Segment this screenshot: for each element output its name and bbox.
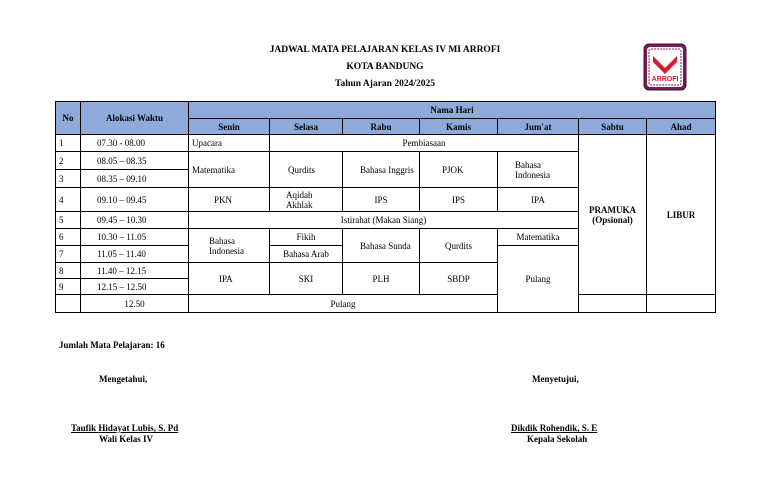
row-no: 3 [56,170,81,188]
row-time: 08.05 – 08.35 [81,152,189,170]
row-time: 10.30 – 11.05 [81,229,189,246]
schedule-table [55,101,716,313]
cell-bahasa-arab: Bahasa Arab [270,246,343,263]
cell-libur: LIBUR [647,135,716,295]
cell-istirahat: Istirahat (Makan Siang) [189,212,579,229]
cell-ips: IPS [343,188,420,212]
school-logo [643,43,687,91]
day-sabtu: Sabtu [579,119,647,135]
row-time: 09.45 – 10.30 [81,212,189,229]
row-no: 2 [56,152,81,170]
cell-pkn: PKN [189,188,270,212]
wali-kelas-name: Taufik Hidayat Lubis, S. Pd [71,423,179,433]
cell-fikih: Fikih [270,229,343,246]
cell-pulang-jumat: Pulang [498,246,579,313]
cell-upacara: Upacara [189,135,270,152]
header-no: No [56,102,81,135]
cell-pramuka [579,135,647,295]
cell-aqidah: Aqidah Akhlak [270,188,343,212]
cell-bahasa-sunda: Bahasa Sunda [343,229,420,263]
row-time: 11.05 – 11.40 [81,246,189,263]
cell-bahasa-indonesia: Bahasa Indonesia [189,229,270,263]
cell-plh: PLH [343,263,420,295]
cell-empty [579,295,647,313]
row-no: 4 [56,188,81,212]
menyetujui-label: Menyetujui, [532,374,579,384]
cell-matematika: Matematika [189,152,270,188]
row-time: 11.40 – 12.15 [81,263,189,279]
day-rabu: Rabu [343,119,420,135]
kepala-sekolah-role: Kepala Sekolah [527,434,588,444]
row-time: 09.10 – 09.45 [81,188,189,212]
doc-title: JADWAL MATA PELAJARAN KELAS IV MI ARROFI [269,45,501,55]
row-time: 08.35 – 09.10 [81,170,189,188]
pramuka-label: PRAMUKA [589,204,636,215]
cell-matematika: Matematika [498,229,579,246]
day-senin: Senin [189,119,270,135]
cell-ski: SKI [270,263,343,295]
row-no-empty [56,295,81,313]
row-time: 07.30 - 08.00 [81,135,189,152]
cell-bahasa-inggris: Bahasa Inggris [343,152,420,188]
cell-ipa: IPA [498,188,579,212]
doc-subtitle: KOTA BANDUNG [346,62,424,72]
row-time: 12.15 – 12.50 [81,279,189,295]
row-no: 7 [56,246,81,263]
cell-pembiasaan: Pembiasaan [270,135,579,152]
wali-kelas-role: Wali Kelas IV [99,434,154,444]
doc-academic-year: Tahun Ajaran 2024/2025 [335,79,435,89]
cell-ipa: IPA [189,263,270,295]
cell-pulang: Pulang [189,295,498,313]
cell-bahasa-indonesia: Bahasa Indonesia [498,152,579,188]
cell-pjok: PJOK [420,152,498,188]
row-no: 6 [56,229,81,246]
cell-empty [647,295,716,313]
logo-text: ARROFI [651,76,679,83]
row-no: 5 [56,212,81,229]
cell-qurdits: Qurdits [420,229,498,263]
day-kamis: Kamis [420,119,498,135]
day-selasa: Selasa [270,119,343,135]
row-time: 12.50 [81,295,189,313]
row-no: 1 [56,135,81,152]
day-ahad: Ahad [647,119,716,135]
mengetahui-label: Mengetahui, [99,374,148,384]
pramuka-note: (Opsional) [592,214,633,225]
cell-ips: IPS [420,188,498,212]
row-no: 9 [56,279,81,295]
cell-sbdp: SBDP [420,263,498,295]
subject-count: Jumlah Mata Pelajaran: 16 [59,340,165,350]
row-no: 8 [56,263,81,279]
kepala-sekolah-name: Dikdik Rohendik, S. E [511,423,598,433]
day-jumat: Jum'at [498,119,579,135]
cell-qurdits: Qurdits [270,152,343,188]
header-days: Nama Hari [189,102,716,119]
header-time: Alokasi Waktu [81,102,189,135]
